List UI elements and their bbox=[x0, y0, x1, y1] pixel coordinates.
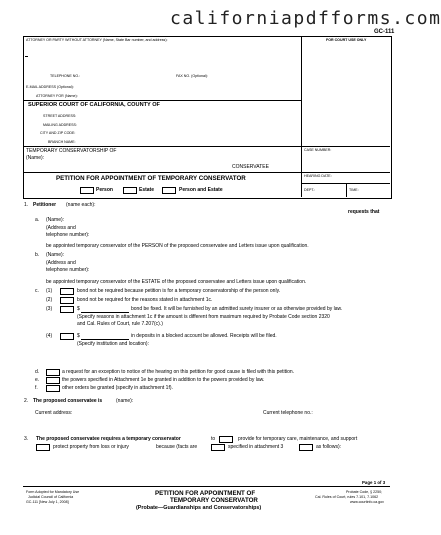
a-text: be appointed temporary conservator of the PERSON of the proposed conservatee and Letters issue upon qualification. bbox=[46, 243, 309, 249]
item3-follows-checkbox[interactable] bbox=[299, 444, 313, 451]
f-label: f. bbox=[35, 385, 38, 391]
person-and-estate-checkbox[interactable] bbox=[162, 187, 176, 194]
petitioner-label: Petitioner bbox=[33, 202, 57, 208]
f-text: other orders be granted (specify in attachment 1f). bbox=[62, 385, 173, 391]
item2-number: 2. bbox=[24, 398, 29, 404]
b-label: b. bbox=[35, 252, 40, 258]
item3-provide-checkbox[interactable] bbox=[219, 436, 233, 443]
footer-right-3: www.courtinfo.ca.gov bbox=[350, 500, 384, 504]
footer-right-2: Cal. Rules of Court, rules 7.101, 7.1062 bbox=[315, 495, 379, 499]
item3-number: 3. bbox=[24, 436, 29, 442]
attorney-field[interactable] bbox=[25, 44, 299, 70]
person-label: Person bbox=[96, 187, 113, 193]
b-text: be appointed temporary conservator of the ESTATE of the proposed conservatee and Letters issue upon qualification. bbox=[46, 279, 307, 285]
street-label: STREET ADDRESS: bbox=[43, 114, 77, 118]
item2-suffix: (name): bbox=[116, 398, 134, 404]
c1-text: bond not be required because petition is for a temporary conservatorship of the person only. bbox=[77, 288, 281, 294]
estate-checkbox[interactable] bbox=[123, 187, 137, 194]
petition-title: PETITION FOR APPOINTMENT OF TEMPORARY CONSERVATOR bbox=[56, 175, 246, 182]
person-estate-label: Person and Estate bbox=[179, 187, 223, 193]
item2-text: The proposed conservatee is bbox=[33, 398, 103, 404]
form-number: GC-111 bbox=[374, 29, 395, 35]
e-checkbox[interactable] bbox=[46, 377, 60, 384]
c3-text3: and Cal. Rules of Court, rule 7.207(c).) bbox=[77, 321, 163, 327]
c3-text2: (Specify reasons in attachment 1c if the amount is different from maximum required by Probate Code section 2320 bbox=[77, 314, 330, 320]
d-checkbox[interactable] bbox=[46, 369, 60, 376]
hearing-date-label: HEARING DATE: bbox=[304, 174, 332, 178]
fax-label: FAX NO. (Optional): bbox=[176, 74, 208, 78]
c3-checkbox[interactable] bbox=[60, 306, 74, 313]
conservatorship-label: TEMPORARY CONSERVATORSHIP OF bbox=[26, 148, 117, 154]
c-label: c. bbox=[35, 288, 39, 294]
footer-title-1: PETITION FOR APPOINTMENT OF bbox=[155, 490, 256, 497]
time-label: TIME: bbox=[349, 188, 359, 192]
e-label: e. bbox=[35, 377, 40, 383]
name-label: (Name): bbox=[26, 155, 45, 161]
a-address-label: (Address and bbox=[46, 225, 76, 231]
footer-left-1: Form Adopted for Mandatory Use bbox=[26, 490, 80, 494]
item3-text: The proposed conservatee requires a temporary conservator bbox=[36, 436, 181, 442]
requests-that: requests that bbox=[348, 209, 380, 215]
c4-dollar: $ bbox=[77, 333, 80, 339]
petitioner-suffix: (name each): bbox=[66, 202, 96, 208]
item1-number: 1. bbox=[24, 202, 29, 208]
c3-text: bond be fixed. It will be furnished by an admitted surety insurer or as otherwise provided by law. bbox=[131, 306, 343, 312]
watermark: californiapdfforms.com bbox=[170, 8, 441, 29]
c1-number: (1) bbox=[46, 288, 53, 294]
c2-number: (2) bbox=[46, 297, 53, 303]
attorney-for-label: ATTORNEY FOR (Name): bbox=[36, 94, 78, 98]
item3-b-text: protect property from loss or injury bbox=[53, 444, 129, 450]
item3-protect-checkbox[interactable] bbox=[36, 444, 50, 451]
person-checkbox[interactable] bbox=[80, 187, 94, 194]
current-phone-label: Current telephone no.: bbox=[263, 410, 313, 416]
b-phone-label: telephone number): bbox=[46, 267, 90, 273]
d-label: d. bbox=[35, 369, 40, 375]
telephone-label: TELEPHONE NO.: bbox=[50, 74, 81, 78]
a-label: a. bbox=[35, 217, 40, 223]
item3-to: to bbox=[211, 436, 216, 442]
c4-text: in deposits in a blocked account be allowed. Receipts will be filed. bbox=[131, 333, 277, 339]
footer-title-2: TEMPORARY CONSERVATOR bbox=[170, 497, 258, 504]
c3-dollar: $ bbox=[77, 306, 80, 312]
c3-number: (3) bbox=[46, 306, 53, 312]
c1-checkbox[interactable] bbox=[60, 288, 74, 295]
email-label: E-MAIL ADDRESS (Optional): bbox=[26, 85, 74, 89]
c4-checkbox[interactable] bbox=[60, 333, 74, 340]
conservatee-label: CONSERVATEE bbox=[232, 164, 269, 170]
current-address-label: Current address: bbox=[35, 410, 73, 416]
a-name-label: (Name): bbox=[46, 217, 65, 223]
city-label: CITY AND ZIP CODE: bbox=[40, 131, 76, 135]
footer-left-3: GC-111 [New July 1, 2008] bbox=[26, 500, 69, 504]
b-name-label: (Name): bbox=[46, 252, 65, 258]
mailing-label: MAILING ADDRESS: bbox=[43, 123, 77, 127]
a-phone-label: telephone number): bbox=[46, 232, 90, 238]
d-text: a request for an exception to notice of the hearing on this petition for good cause is filed with this petition. bbox=[62, 369, 295, 375]
item3-spec: specified in attachment 3 bbox=[228, 444, 284, 450]
case-number-label: CASE NUMBER: bbox=[304, 148, 332, 152]
item3-because: because (facts are bbox=[156, 444, 198, 450]
item3-specified-checkbox[interactable] bbox=[211, 444, 225, 451]
footer-right-1: Probate Code, § 2250; bbox=[346, 490, 383, 494]
b-address-label: (Address and bbox=[46, 260, 76, 266]
item3-follows: as follows): bbox=[316, 444, 342, 450]
c4-text2: (Specify institution and location): bbox=[77, 341, 149, 347]
f-checkbox[interactable] bbox=[46, 385, 60, 392]
e-text: the powers specified in Attachment 1e be granted in addition to the powers provided by law. bbox=[62, 377, 265, 383]
branch-label: BRANCH NAME: bbox=[48, 140, 76, 144]
c4-number: (4) bbox=[46, 333, 53, 339]
attorney-label: ATTORNEY OR PARTY WITHOUT ATTORNEY (Name, State Bar number, and address): bbox=[26, 38, 168, 42]
footer-title-3: (Probate—Guardianships and Conservatorships) bbox=[136, 505, 262, 511]
c2-checkbox[interactable] bbox=[60, 297, 74, 304]
c2-text: bond not be required for the reasons stated in attachment 1c. bbox=[77, 297, 213, 303]
footer-left-2: Judicial Council of California bbox=[28, 495, 74, 499]
court-use-label: FOR COURT USE ONLY bbox=[326, 38, 367, 42]
page-number: Page 1 of 3 bbox=[362, 480, 386, 485]
estate-label: Estate bbox=[139, 187, 155, 193]
dept-label: DEPT.: bbox=[304, 188, 316, 192]
item3-a-text: provide for temporary care, maintenance, and support bbox=[238, 436, 358, 442]
court-title: SUPERIOR COURT OF CALIFORNIA, COUNTY OF bbox=[28, 102, 160, 108]
